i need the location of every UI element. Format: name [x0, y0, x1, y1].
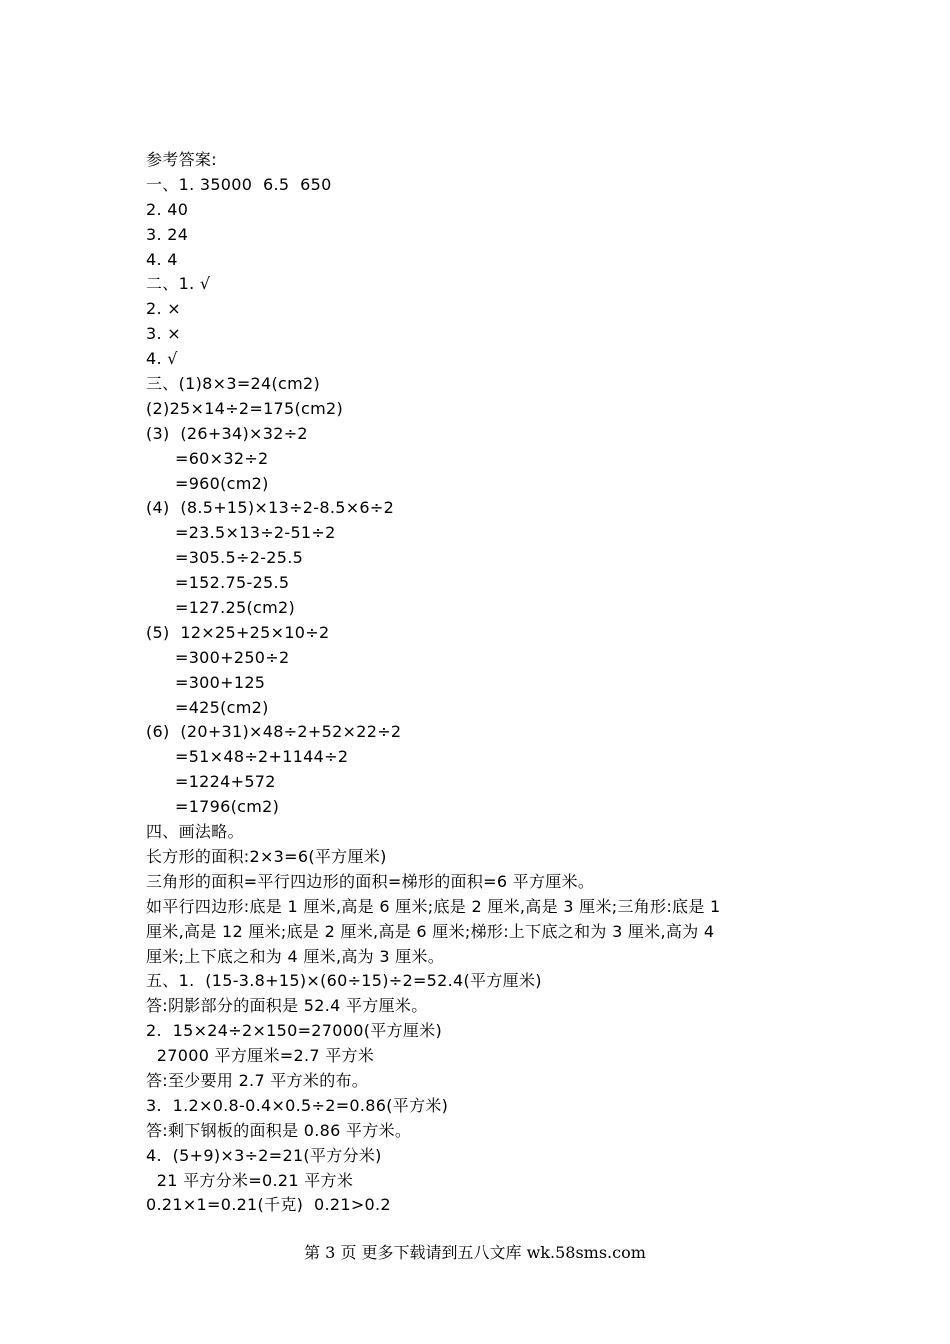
- answer-line: 3. 24: [146, 224, 189, 244]
- answer-line: (6) (20+31)×48÷2+52×22÷2: [146, 722, 402, 742]
- answer-line: 4. 4: [146, 249, 178, 269]
- answer-line: 4. (5+9)×3÷2=21(平方分米): [146, 1145, 382, 1165]
- answer-line: 答:至少要用 2.7 平方米的布。: [146, 1070, 369, 1090]
- answer-line: 三、(1)8×3=24(cm2): [146, 374, 321, 394]
- answer-line: 27000 平方厘米=2.7 平方米: [146, 1046, 375, 1066]
- answer-line: 一、1. 35000 6.5 650: [146, 174, 332, 194]
- answer-line: 2. 15×24÷2×150=27000(平方厘米): [146, 1021, 442, 1041]
- answer-line: (2)25×14÷2=175(cm2): [146, 398, 344, 418]
- answer-line: 2. 40: [146, 199, 189, 219]
- answer-line: 二、1. √: [146, 274, 211, 294]
- answer-line: 答:剩下钢板的面积是 0.86 平方米。: [146, 1120, 412, 1140]
- answer-line: =152.75-25.5: [175, 573, 290, 593]
- answer-line: 3. 1.2×0.8-0.4×0.5÷2=0.86(平方米): [146, 1095, 449, 1115]
- answer-line: 21 平方分米=0.21 平方米: [146, 1170, 354, 1190]
- answer-line: =425(cm2): [175, 697, 269, 717]
- page-footer: 第 3 页 更多下载请到五八文库 wk.58sms.com: [304, 1243, 646, 1262]
- answer-line: 四、画法略。: [146, 822, 244, 842]
- answer-line: (5) 12×25+25×10÷2: [146, 622, 330, 642]
- answer-line: =305.5÷2-25.5: [175, 548, 304, 568]
- answer-line: 答:阴影部分的面积是 52.4 平方厘米。: [146, 996, 428, 1016]
- answer-line: =23.5×13÷2-51÷2: [175, 523, 336, 543]
- answer-line: =300+250÷2: [175, 647, 290, 667]
- answer-line: 4. √: [146, 349, 178, 369]
- answer-line: 3. ×: [146, 324, 181, 344]
- answer-heading: 参考答案:: [146, 150, 217, 169]
- answer-line: =1224+572: [175, 772, 276, 792]
- answer-line: (3) (26+34)×32÷2: [146, 423, 308, 443]
- answer-line: =127.25(cm2): [175, 598, 296, 618]
- answer-line: =300+125: [175, 672, 266, 692]
- answer-line: =60×32÷2: [175, 448, 269, 468]
- answer-line: 如平行四边形:底是 1 厘米,高是 6 厘米;底是 2 厘米,高是 3 厘米;三角形:底是 1: [146, 896, 721, 916]
- answer-line: (4) (8.5+15)×13÷2-8.5×6÷2: [146, 498, 395, 518]
- answer-line: 0.21×1=0.21(千克) 0.21>0.2: [146, 1195, 391, 1215]
- answer-line: 2. ×: [146, 299, 181, 319]
- answer-line: 厘米;上下底之和为 4 厘米,高为 3 厘米。: [146, 946, 445, 966]
- answer-line: =1796(cm2): [175, 797, 280, 817]
- answer-line: =51×48÷2+1144÷2: [175, 747, 349, 767]
- answer-line: =960(cm2): [175, 473, 269, 493]
- answer-line: 长方形的面积:2×3=6(平方厘米): [146, 846, 387, 866]
- answer-line: 三角形的面积=平行四边形的面积=梯形的面积=6 平方厘米。: [146, 871, 595, 891]
- answer-document: [146, 148, 826, 1218]
- answer-line: 五、1. (15-3.8+15)×(60÷15)÷2=52.4(平方厘米): [146, 971, 542, 991]
- answer-line: 厘米,高是 12 厘米;底是 2 厘米,高是 6 厘米;梯形:上下底之和为 3 厘米,高为 4: [146, 921, 715, 941]
